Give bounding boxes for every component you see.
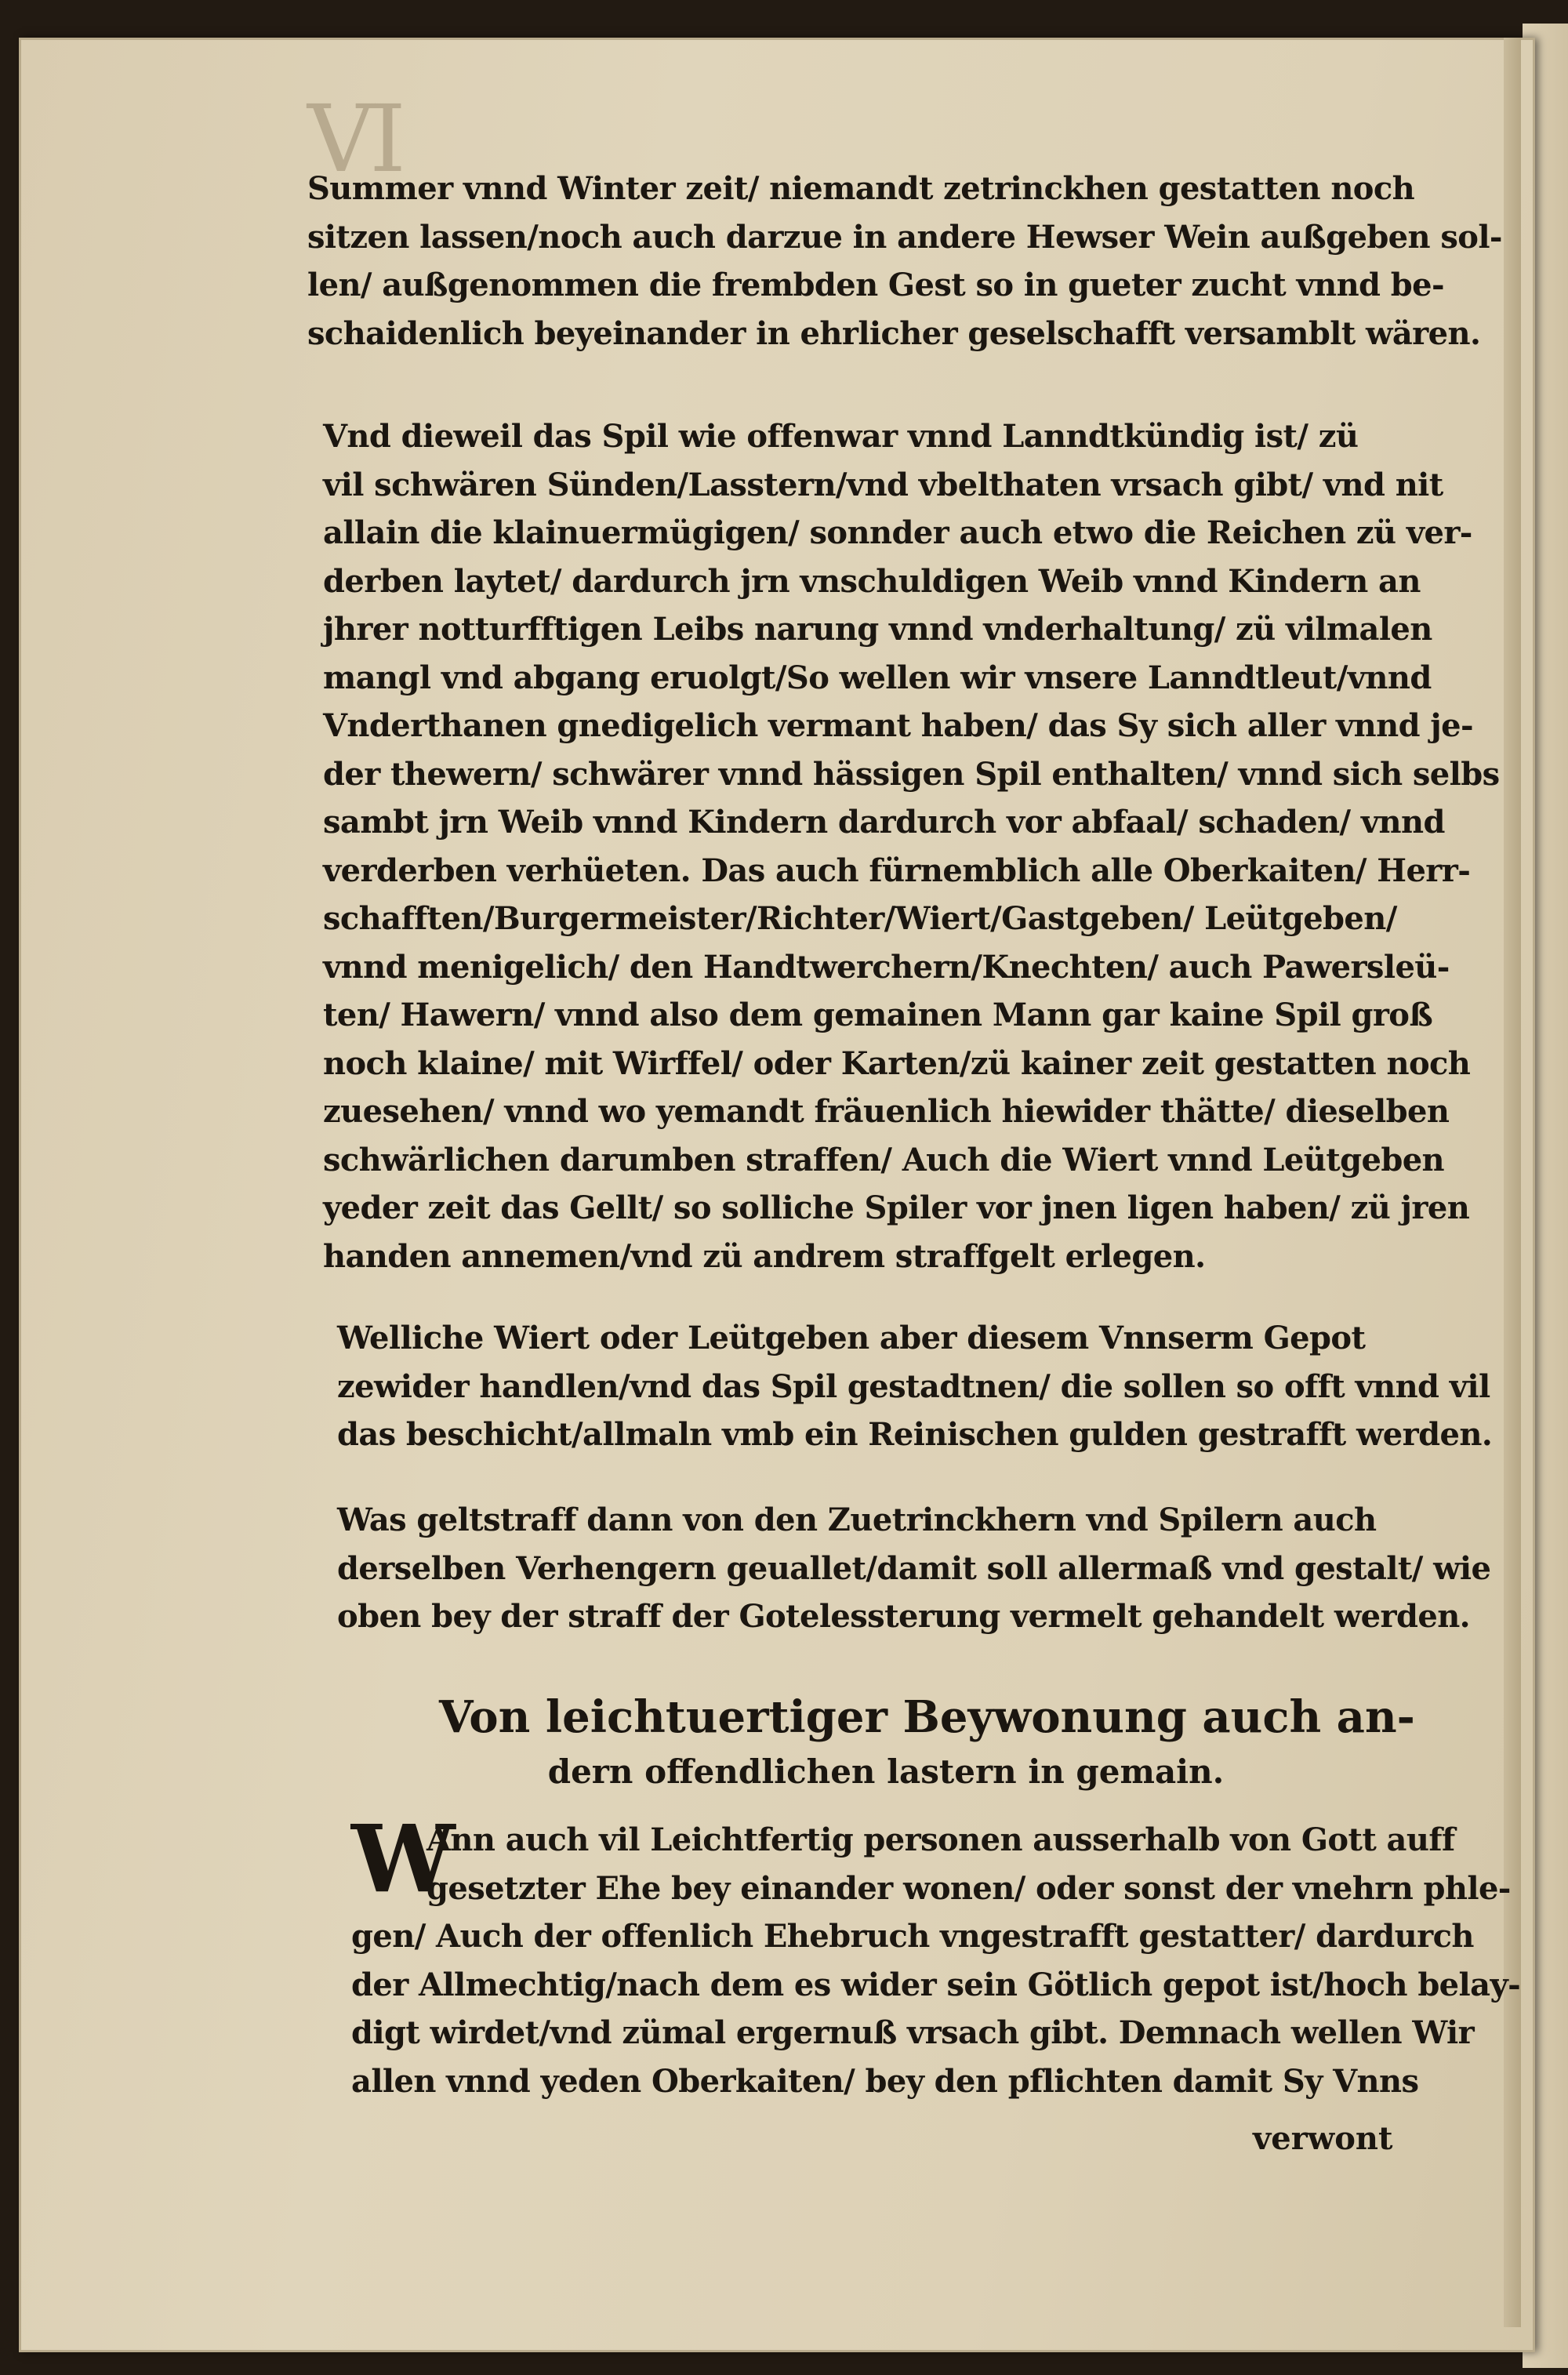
text-line: jhrer notturfftigen Leibs narung vnnd vnderhaltung/ zü vilmalen [323, 611, 1432, 648]
text-line: zewider handlen/vnd das Spil gestadtnen/ die sollen so offt vnnd vil [337, 1367, 1490, 1405]
section-heading [439, 1686, 1415, 1796]
text-line: oben bey der straff der Gotelessterung vermelt gehandelt werden. [337, 1598, 1470, 1635]
text-line: schaidenlich beyeinander in ehrlicher geselschafft versamblt wären. [307, 314, 1481, 352]
text-line: len/ außgenommen die frembden Gest so in gueter zucht vnnd be- [307, 267, 1444, 303]
paragraph-3 [337, 1314, 1492, 1459]
text-line: vil schwären Sünden/Lasstern/vnd vbelthaten vrsach gibt/ vnd nit [323, 466, 1443, 503]
paragraph-1 [307, 165, 1502, 358]
text-line: allain die klainuermügigen/ sonnder auch etwo die Reichen zü ver- [323, 514, 1472, 551]
text-line: zuesehen/ vnnd wo yemandt fräuenlich hiewider thätte/ dieselben [323, 1093, 1450, 1130]
text-line: yeder zeit das Gellt/ so solliche Spiler vor jnen ligen haben/ zü jren [323, 1189, 1470, 1226]
text-line: schafften/Burgermeister/Richter/Wiert/Gastgeben/ Leütgeben/ [323, 900, 1397, 937]
text-line: derben laytet/ dardurch jrn vnschuldigen Weib vnnd Kindern an [323, 562, 1421, 600]
text-line: Vnderthanen gnedigelich vermant haben/ das Sy sich aller vnnd je- [323, 707, 1474, 744]
catchword: verwont [1253, 2120, 1393, 2157]
text-line: ten/ Hawern/ vnnd also dem gemainen Mann gar kaine Spil groß [323, 997, 1433, 1033]
text-line: Ann auch vil Leichtfertig personen ausserhalb von Gott auff [426, 1821, 1455, 1858]
text-line: verderben verhüeten. Das auch fürnemblich alle Oberkaiten/ Herr- [323, 852, 1471, 889]
text-line: noch klaine/ mit Wirffel/ oder Karten/zü kainer zeit gestatten noch [323, 1044, 1471, 1082]
drop-cap: W [351, 1804, 456, 1913]
text-line: allen vnnd yeden Oberkaiten/ bey den pflichten damit Sy Vnns [351, 2062, 1419, 2100]
text-line: derselben Verhengern geuallet/damit soll allermaß vnd gestalt/ wie [337, 1549, 1491, 1587]
text-line: Welliche Wiert oder Leütgeben aber diesem Vnnserm Gepot [337, 1320, 1366, 1356]
heading-line-1: Von leichtuertiger Beywonung auch an- [439, 1691, 1415, 1743]
paragraph-4 [337, 1496, 1490, 1641]
text-line: gesetzter Ehe bey einander wonen/ oder sonst der vnehrn phle- [426, 1869, 1511, 1907]
text-line: handen annemen/vnd zü andrem straffgelt erlegen. [323, 1237, 1206, 1275]
text-line: Was geltstraff dann von den Zuetrinckhern vnd Spilern auch [337, 1502, 1377, 1538]
text-line: gen/ Auch der offenlich Ehebruch vngestrafft gestatter/ dardurch [351, 1918, 1474, 1955]
text-line: mangl vnd abgang eruolgt/So wellen wir vnsere Lanndtleut/vnnd [323, 659, 1432, 696]
text-line: der Allmechtig/nach dem es wider sein Götlich gepot ist/hoch belay- [351, 1966, 1521, 2003]
text-line: das beschicht/allmaln vmb ein Reinischen gulden gestrafft werden. [337, 1416, 1493, 1453]
text-line: sitzen lassen/noch auch darzue in andere Hewser Wein außgeben sol- [307, 218, 1502, 256]
text-line: vnnd menigelich/ den Handtwerchern/Knechten/ auch Pawersleü- [323, 948, 1450, 986]
folio-number: VI [307, 85, 401, 193]
text-line: Vnd dieweil das Spil wie offenwar vnnd Lanndtkündig ist/ zü [323, 418, 1359, 455]
paragraph-5 [351, 1816, 1520, 2105]
text-line: digt wirdet/vnd zümal ergernuß vrsach gibt. Demnach wellen Wir [351, 2014, 1475, 2051]
text-line: Summer vnnd Winter zeit/ niemandt zetrinckhen gestatten noch [307, 170, 1415, 207]
text-line: der thewern/ schwärer vnnd hässigen Spil enthalten/ vnnd sich selbs [323, 755, 1500, 793]
text-line: schwärlichen darumben straffen/ Auch die Wiert vnnd Leütgeben [323, 1141, 1445, 1178]
text-line: sambt jrn Weib vnnd Kindern dardurch vor abfaal/ schaden/ vnnd [323, 804, 1445, 841]
paragraph-2 [323, 412, 1500, 1280]
heading-line-2: dern offendlichen lastern in gemain. [547, 1752, 1225, 1791]
